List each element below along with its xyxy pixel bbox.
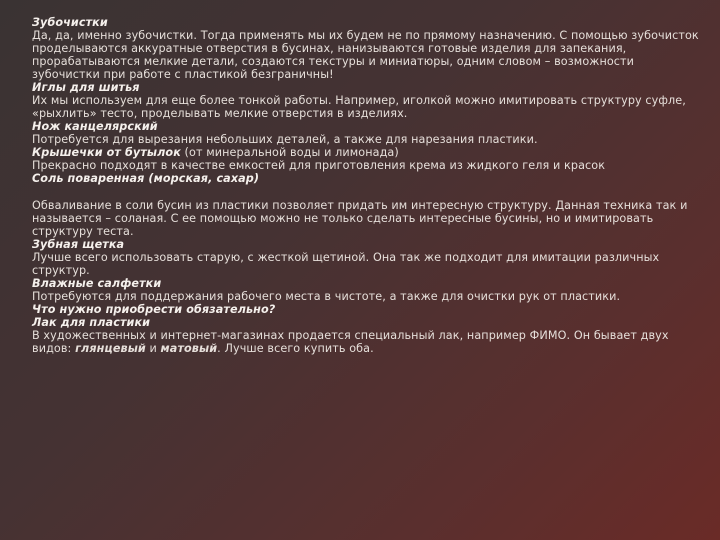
heading-knife: Нож канцелярский: [32, 120, 158, 133]
heading-varnish: Лак для пластики: [32, 316, 151, 329]
heading-needles: Иглы для шитья: [32, 81, 140, 94]
paragraph-knife: Потребуется для вырезания небольших деталей, а также для нарезания пластики.: [32, 133, 538, 146]
paragraph-caps: Прекрасно подходят в качестве емкостей для приготовления крема из жидкого геля и красок: [32, 159, 606, 172]
varnish-text-b: . Лучше всего купить оба.: [217, 342, 374, 355]
spacer: [32, 185, 704, 199]
paragraph-needles: Их мы используем для еще более тонкой работы. Например, иголкой можно имитировать структуру суфле, «рыхлить» тесто, проделывать мелкие отверстия в изделиях.: [32, 94, 686, 120]
paragraph-toothpicks: Да, да, именно зубочистки. Тогда применять мы их будем не по прямому назначению. С помощью зубочисток проделываются аккуратные отверстия в бусинах, нанизываются готовые изделия для запекания, прорабатываются мелкие детали, создаются текстуры и миниатюры, одним словом – возможности зубочистки при работе с пластикой безграничны!: [32, 29, 699, 81]
heading-caps-row: [32, 146, 704, 159]
varnish-and: и: [145, 342, 161, 355]
paragraph-varnish: [32, 329, 704, 355]
slide-text: [32, 16, 704, 355]
varnish-glossy: глянцевый: [75, 342, 146, 355]
paragraph-wipes: Потребуются для поддержания рабочего места в чистоте, а также для очистки рук от пластики.: [32, 290, 621, 303]
heading-salt: Соль поваренная (морская, сахар): [32, 172, 260, 185]
heading-toothpicks: Зубочистки: [32, 16, 108, 29]
heading-must-buy: Что нужно приобрести обязательно?: [32, 303, 276, 316]
heading-caps: Крышечки от бутылок: [32, 146, 181, 159]
heading-wipes: Влажные салфетки: [32, 277, 162, 290]
paragraph-salt: Обваливание в соли бусин из пластики позволяет придать им интересную структуру. Данная техника так и называется – соланая. С ее помощью можно не только сделать интересные бусины, но и имитировать структуру теста.: [32, 199, 688, 238]
heading-caps-note: (от минеральной воды и лимонада): [180, 146, 399, 159]
paragraph-toothbrush: Лучше всего использовать старую, с жесткой щетиной. Она так же подходит для имитации различных структур.: [32, 251, 660, 277]
varnish-matte: матовый: [160, 342, 218, 355]
heading-toothbrush: Зубная щетка: [32, 238, 125, 251]
varnish-text-a: В художественных и интернет-магазинах продается специальный лак, например ФИМО. Он бывает двух видов:: [32, 329, 669, 355]
